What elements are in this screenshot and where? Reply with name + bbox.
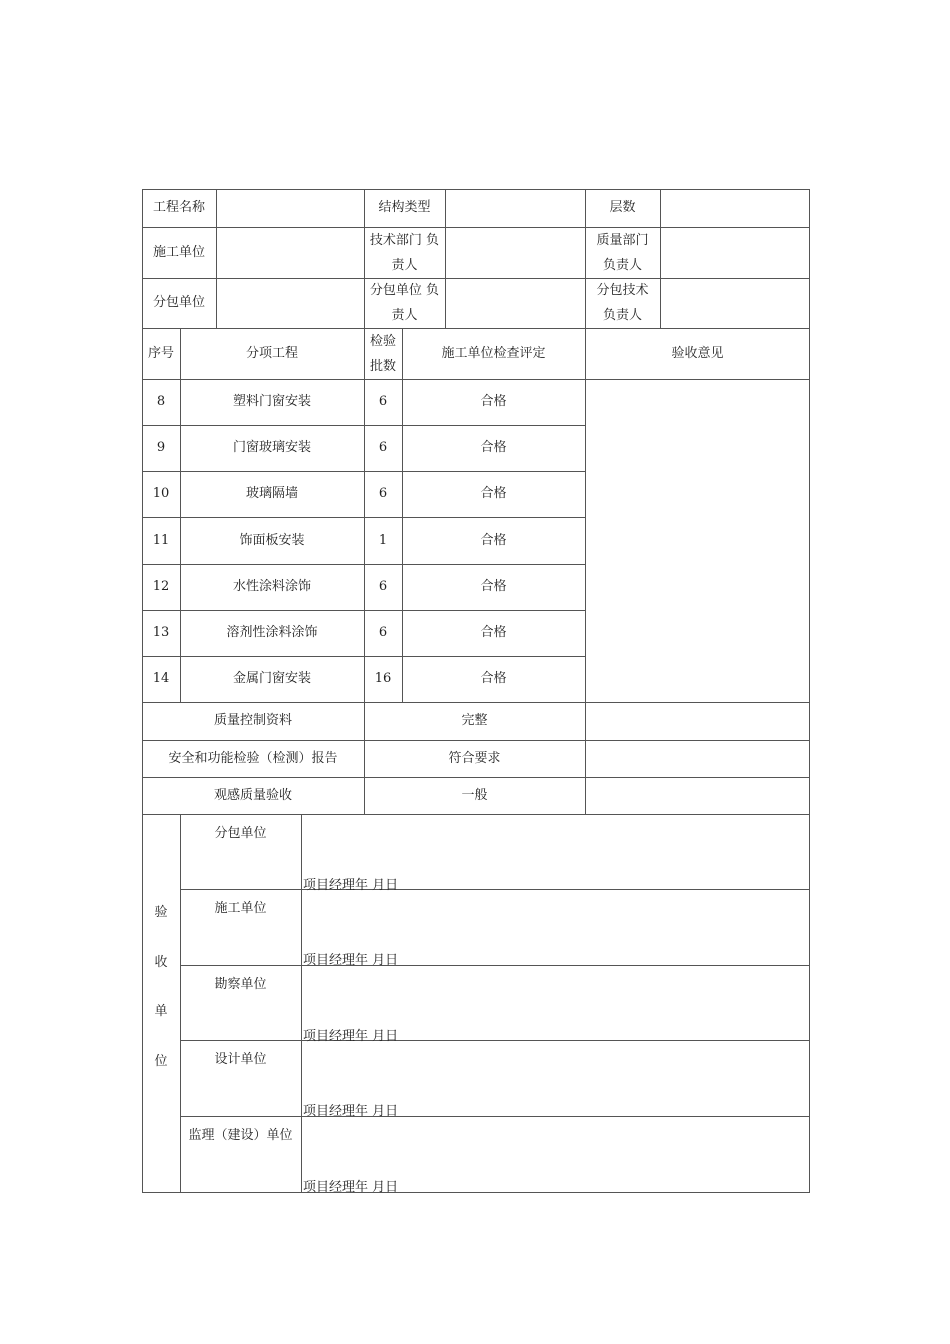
row-batch: 6 bbox=[378, 625, 388, 640]
row-item: 饰面板安装 bbox=[239, 532, 305, 548]
col-header-seq: 序号 bbox=[147, 345, 174, 361]
structure-type-label: 结构类型 bbox=[378, 200, 431, 215]
row-seq: 10 bbox=[152, 486, 170, 501]
row-seq: 14 bbox=[152, 671, 170, 686]
col-header-batch bbox=[364, 328, 402, 379]
col-header-evaluation: 施工单位检查评定 bbox=[441, 345, 546, 361]
row-seq: 12 bbox=[152, 579, 170, 594]
summary-opinion-field[interactable] bbox=[585, 702, 810, 740]
row-batch: 6 bbox=[378, 579, 388, 594]
row-item: 门窗玻璃安装 bbox=[232, 440, 311, 455]
project-name-field[interactable] bbox=[216, 189, 364, 227]
unit-signature-field[interactable] bbox=[302, 815, 809, 889]
tech-dept-head-label-line2: 责人 bbox=[391, 257, 418, 273]
sub-unit-head-label-line1: 分包单位 负 bbox=[369, 283, 440, 298]
sub-tech-head-field[interactable] bbox=[660, 278, 810, 328]
summary-opinion-field[interactable] bbox=[585, 740, 810, 777]
unit-name: 施工单位 bbox=[214, 901, 267, 916]
unit-name: 勘察单位 bbox=[214, 977, 267, 992]
row-evaluation: 合格 bbox=[480, 486, 507, 501]
unit-name: 设计单位 bbox=[214, 1052, 267, 1067]
col-header-batch-line2: 批数 bbox=[369, 358, 396, 374]
col-header-item: 分项工程 bbox=[245, 345, 298, 361]
quality-dept-head-label-line1: 质量部门 bbox=[596, 232, 649, 248]
quality-dept-head-label-line2: 负责人 bbox=[602, 257, 642, 273]
tech-dept-head-field[interactable] bbox=[445, 227, 585, 278]
floors-field[interactable] bbox=[660, 189, 810, 227]
sub-unit-head-label bbox=[364, 278, 445, 328]
sub-unit-head-label-line2: 责人 bbox=[391, 308, 418, 323]
unit-signature-field[interactable] bbox=[302, 1041, 809, 1116]
row-evaluation: 合格 bbox=[480, 671, 507, 686]
row-seq: 9 bbox=[156, 440, 166, 455]
structure-type-field[interactable] bbox=[445, 189, 585, 227]
row-batch: 6 bbox=[378, 440, 388, 455]
tech-dept-head-label-line1: 技术部门 负 bbox=[369, 232, 440, 248]
summary-label: 质量控制资料 bbox=[213, 713, 292, 728]
row-batch: 6 bbox=[378, 486, 388, 501]
vertical-char: 单 bbox=[154, 1004, 168, 1019]
col-header-opinion: 验收意见 bbox=[671, 345, 724, 361]
sub-tech-head-label bbox=[585, 278, 660, 328]
unit-signature-field[interactable] bbox=[302, 1117, 809, 1192]
sub-tech-head-label-line2: 负责人 bbox=[602, 308, 642, 323]
vertical-char: 收 bbox=[154, 955, 168, 970]
tech-dept-head-label bbox=[364, 227, 445, 278]
quality-dept-head-label bbox=[585, 227, 660, 278]
row-evaluation: 合格 bbox=[480, 440, 507, 455]
row-seq: 13 bbox=[152, 625, 170, 640]
row-evaluation: 合格 bbox=[480, 579, 507, 594]
summary-value: 完整 bbox=[461, 713, 488, 728]
row-item: 水性涂料涂饰 bbox=[232, 579, 311, 594]
sub-unit-head-field[interactable] bbox=[445, 278, 585, 328]
row-seq: 11 bbox=[152, 532, 170, 548]
acceptance-form-table bbox=[142, 189, 810, 1193]
floors-label: 层数 bbox=[609, 200, 636, 215]
subcontractor-label: 分包单位 bbox=[152, 295, 205, 310]
row-item: 溶剂性涂料涂饰 bbox=[226, 625, 318, 640]
row-seq: 8 bbox=[156, 394, 166, 409]
summary-label: 观感质量验收 bbox=[213, 787, 292, 803]
acceptance-opinion-field[interactable] bbox=[585, 379, 810, 702]
signature-line: 项目经理年 月日 bbox=[303, 953, 399, 968]
vertical-char: 验 bbox=[154, 905, 168, 920]
signature-line: 项目经理年 月日 bbox=[303, 878, 399, 893]
row-item: 塑料门窗安装 bbox=[232, 394, 311, 409]
summary-label: 安全和功能检验（检测）报告 bbox=[168, 750, 338, 766]
summary-opinion-field[interactable] bbox=[585, 777, 810, 814]
signature-line: 项目经理年 月日 bbox=[303, 1029, 399, 1044]
row-batch: 6 bbox=[378, 394, 388, 409]
border-bottom bbox=[142, 1192, 810, 1193]
summary-value: 一般 bbox=[461, 787, 488, 803]
signature-line: 项目经理年 月日 bbox=[303, 1180, 399, 1195]
unit-name: 分包单位 bbox=[214, 826, 267, 841]
quality-dept-head-field[interactable] bbox=[660, 227, 810, 278]
row-evaluation: 合格 bbox=[480, 532, 507, 548]
unit-signature-field[interactable] bbox=[302, 890, 809, 965]
row-batch: 1 bbox=[378, 532, 388, 548]
vertical-char: 位 bbox=[154, 1054, 168, 1069]
unit-name: 监理（建设）单位 bbox=[188, 1128, 293, 1143]
construction-unit-field[interactable] bbox=[216, 227, 364, 278]
summary-value: 符合要求 bbox=[448, 750, 501, 766]
col-header-batch-line1: 检验 bbox=[369, 333, 396, 349]
signature-line: 项目经理年 月日 bbox=[303, 1104, 399, 1119]
row-batch: 16 bbox=[374, 671, 392, 686]
construction-unit-label: 施工单位 bbox=[152, 244, 205, 260]
row-item: 金属门窗安装 bbox=[232, 671, 311, 686]
unit-signature-field[interactable] bbox=[302, 966, 809, 1040]
sub-tech-head-label-line1: 分包技术 bbox=[596, 283, 649, 298]
row-evaluation: 合格 bbox=[480, 625, 507, 640]
row-item: 玻璃隔墙 bbox=[245, 486, 298, 501]
project-name-label: 工程名称 bbox=[152, 200, 205, 215]
subcontractor-field[interactable] bbox=[216, 278, 364, 328]
row-evaluation: 合格 bbox=[480, 394, 507, 409]
